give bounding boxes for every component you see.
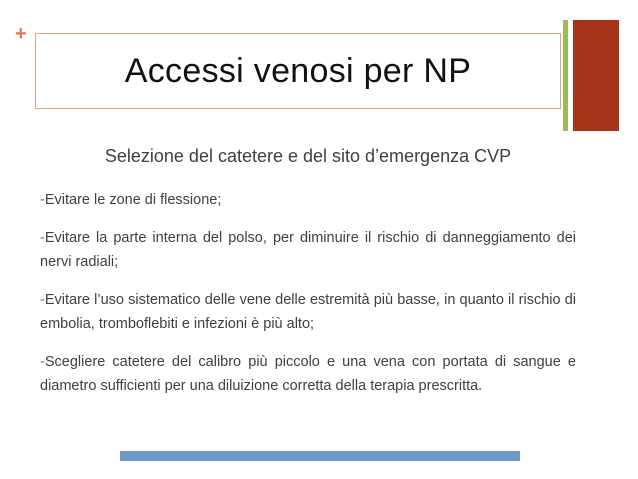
plus-icon: + <box>15 23 27 45</box>
blue-footer-bar <box>120 451 520 461</box>
bullet-item: -Scegliere catetere del calibro più piccolo e una vena con portata di sangue e diametro sufficienti per una diluizione corretta della terapia prescritta. <box>40 354 576 394</box>
slide-subtitle: Selezione del catetere e del sito d’emergenza CVP <box>104 146 512 166</box>
title-box <box>35 33 561 109</box>
green-accent-bar <box>563 20 568 131</box>
bullet-item: -Evitare l’uso sistematico delle vene delle estremità più basse, in quanto il rischio di embolia, tromboflebiti e infezioni è più alto; <box>40 292 576 332</box>
bullet-list <box>40 188 576 412</box>
bullet-item: -Evitare le zone di flessione; <box>40 192 222 208</box>
bullet-item: -Evitare la parte interna del polso, per diminuire il rischio di danneggiamento dei nervi radiali; <box>40 230 576 270</box>
red-accent-block <box>573 20 619 131</box>
slide-title: Accessi venosi per NP <box>124 51 472 90</box>
